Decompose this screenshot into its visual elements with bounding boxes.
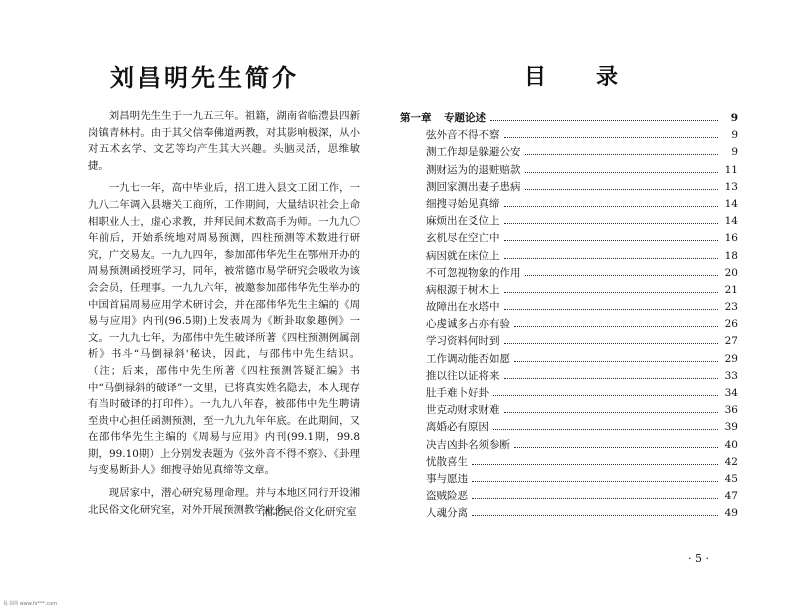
toc-entry-page: 14 — [724, 197, 738, 210]
toc-title-part: 录 — [596, 65, 619, 90]
leader-dots — [514, 447, 718, 448]
page-number: · 5 · — [688, 552, 709, 565]
toc-entry[interactable] — [400, 351, 738, 368]
toc-entry-page: 42 — [724, 455, 738, 468]
toc-entry-title: 学习资料何时到 — [426, 335, 500, 348]
leader-dots — [493, 429, 718, 430]
toc-entry-title: 病因就在床位上 — [426, 249, 500, 262]
leader-dots — [504, 223, 719, 224]
signature: 湘北民俗文化研究室 — [262, 506, 357, 518]
toc-entry-page: 36 — [724, 404, 738, 417]
bio-paragraph: 现居家中，潜心研究易理命理。并与本地区同行开设湘北民俗文化研究室，对外开展预测教学业务。 — [88, 487, 360, 516]
toc-entry-title: 世克动财求财难 — [426, 404, 500, 417]
toc-entry-page: 9 — [731, 129, 738, 142]
toc-entry-title: 工作调动能否如愿 — [426, 352, 510, 365]
leader-dots — [504, 343, 719, 344]
toc-entry-page: 21 — [724, 283, 738, 296]
toc-entry-title: 麻烦出在爻位上 — [426, 215, 500, 228]
toc-entry-page: 26 — [724, 318, 738, 331]
toc-entry-page: 23 — [724, 301, 738, 314]
toc-entry-page: 29 — [724, 352, 738, 365]
toc-entry-page: 11 — [724, 163, 738, 176]
toc-entry-title: 病根源于树木上 — [426, 283, 500, 296]
bio-paragraph: 一九七一年，高中毕业后，招工进入县文工团工作，一九八二年调入县塘关工商所，工作期间，大量结识社会上命相职业人士，虚心求教，并拜民间术数高手为师。一九九〇年前后，开始系统地对周易预测，四柱预测等术数进行研究，广交易友。一九九四年，参加邵伟华先生在鄂州开办的周易预测函授班学习，同年，被常德市易学研究会吸收为该会会员，任理事。一九九六年，被邀参加邵伟华先生举办的中国首届周易应用学术研讨会，并在邵伟华先生主编的《周易与应用》内刊(96.5期)上发表周为《断卦取象趣例》一文。一九九七年，为邵伟中先生破译所著《四柱预测例属剖析》书斗“马倒禄斜'秘诀，因此，与邵伟中先生结识。（注；后来，邵伟中先生所著《四柱预测答疑汇编》书中“马倒禄斜的破译”一文里，已将真实姓名隐去，本人现存有当时破译的打印件）。一九九八年春，被邵伟中先生聘请至贵中心担任函测预测，至一九九九年年底。在此期间，又在邵伟华先生主编的《周易与应用》内刊(99.1期，99.8期，99.10期）上分别发表题为《弦外音不得不察》、《卦理与变易断卦人》细搜寻始见真缔等文章。 — [88, 182, 360, 477]
toc-entry-title: 不可忽视物象的作用 — [426, 266, 521, 279]
toc-entry-page: 49 — [724, 507, 738, 520]
toc-entry-page: 40 — [724, 438, 738, 451]
toc-title-part: 目 — [524, 65, 547, 90]
toc-entry-page: 27 — [724, 335, 738, 348]
toc-entry-page: 13 — [724, 180, 738, 193]
toc-entry-title: 离婚必有原因 — [426, 421, 489, 434]
leader-dots — [472, 464, 718, 465]
toc-entry-title: 决吉凶卦名须参断 — [426, 438, 510, 451]
leader-dots — [525, 172, 719, 173]
toc-entry-title: 弦外音不得不察 — [426, 129, 500, 142]
toc-entry-title: 心虔诚多占亦有验 — [426, 318, 510, 331]
toc-entry-page: 16 — [724, 232, 738, 245]
toc-entry-title: 测工作却是躲避公安 — [426, 146, 521, 159]
toc-entry[interactable] — [400, 505, 738, 522]
leader-dots — [504, 292, 719, 293]
leader-dots — [504, 240, 719, 241]
toc-entry-title: 忧散喜生 — [426, 455, 468, 468]
leader-dots — [525, 154, 719, 155]
bio-paragraph: 刘昌明先生生于一九五三年。祖籍，湖南省临澧县四新岗镇青林村。由于其父信奉佛道两教，对其影响极深，从小对五术玄学、文艺等均产生其大兴趣。头脑灵活，思维敏捷。 — [88, 110, 360, 172]
chapter-number: 第一章 — [400, 112, 432, 124]
toc-entry-title: 故障出在水塔中 — [426, 301, 500, 314]
toc-entry[interactable] — [400, 248, 738, 265]
leader-dots — [514, 326, 718, 327]
toc-entry-page: 34 — [724, 387, 738, 399]
toc-entry[interactable] — [400, 454, 738, 471]
toc-list — [400, 110, 738, 523]
toc-entry[interactable] — [400, 333, 738, 350]
leader-dots — [504, 378, 719, 379]
toc-entry-title: 测回家测出妻子患病 — [426, 180, 521, 193]
toc-entry[interactable] — [400, 196, 738, 213]
leader-dots — [504, 412, 719, 413]
leader-dots — [472, 481, 718, 482]
leader-dots — [472, 515, 718, 516]
right-page — [396, 0, 793, 611]
toc-chapter-row[interactable] — [400, 110, 738, 127]
toc-entry-title: 事与愿违 — [426, 472, 468, 485]
toc-entry[interactable] — [400, 316, 738, 333]
toc-entry-title: 人魂分离 — [426, 507, 468, 520]
toc-entry[interactable] — [400, 282, 738, 299]
left-page — [0, 0, 396, 611]
toc-entry[interactable] — [400, 162, 738, 179]
bio-title: 刘昌明先生简介 — [110, 64, 299, 92]
toc-entry[interactable] — [400, 368, 738, 385]
toc-entry-page: 33 — [724, 369, 738, 382]
leader-dots — [493, 395, 718, 396]
toc-entry-page: 14 — [724, 215, 738, 228]
toc-entry[interactable] — [400, 179, 738, 196]
toc-entry[interactable] — [400, 230, 738, 247]
leader-dots — [504, 137, 719, 138]
toc-entry-title: 推以往以证将来 — [426, 369, 500, 382]
leader-dots — [504, 258, 719, 259]
toc-entry-title: 玄机尽在空亡中 — [426, 232, 500, 245]
toc-entry-page: 20 — [724, 266, 738, 279]
toc-entry[interactable] — [400, 144, 738, 161]
leader-dots — [525, 275, 719, 276]
toc-entry-title: 盗贼险恶 — [426, 490, 468, 503]
leader-dots — [504, 206, 719, 207]
toc-entry-page: 39 — [724, 421, 738, 434]
toc-entry[interactable] — [400, 402, 738, 419]
toc-entry[interactable] — [400, 127, 738, 144]
leader-dots — [472, 498, 718, 499]
leader-dots — [525, 189, 719, 190]
chapter-title: 专题论述 — [444, 112, 486, 124]
chapter-page: 9 — [730, 112, 738, 124]
toc-title — [524, 60, 618, 91]
toc-entry-page: 45 — [724, 472, 738, 485]
toc-entry-title: 测财运为的退赃赔款 — [426, 163, 521, 176]
toc-entry[interactable] — [400, 299, 738, 316]
toc-entry-page: 18 — [724, 249, 738, 262]
toc-entry[interactable] — [400, 488, 738, 505]
leader-dots — [514, 361, 718, 362]
toc-entry-title: 细搜寻始见真缔 — [426, 197, 500, 210]
toc-entry[interactable] — [400, 471, 738, 488]
toc-entry-title: 肚手难卜好卦 — [426, 387, 489, 399]
toc-entry[interactable] — [400, 213, 738, 230]
toc-entry-page: 9 — [731, 146, 738, 159]
bio-body — [88, 108, 360, 518]
toc-entry[interactable] — [400, 437, 738, 454]
watermark: 易书网 www.fs***.com — [3, 601, 58, 607]
toc-entry[interactable] — [400, 385, 738, 402]
toc-entry[interactable] — [400, 265, 738, 282]
leader-dots — [504, 309, 719, 310]
leader-dots — [490, 120, 718, 121]
toc-entry-page: 47 — [724, 490, 738, 503]
toc-entry[interactable] — [400, 419, 738, 436]
